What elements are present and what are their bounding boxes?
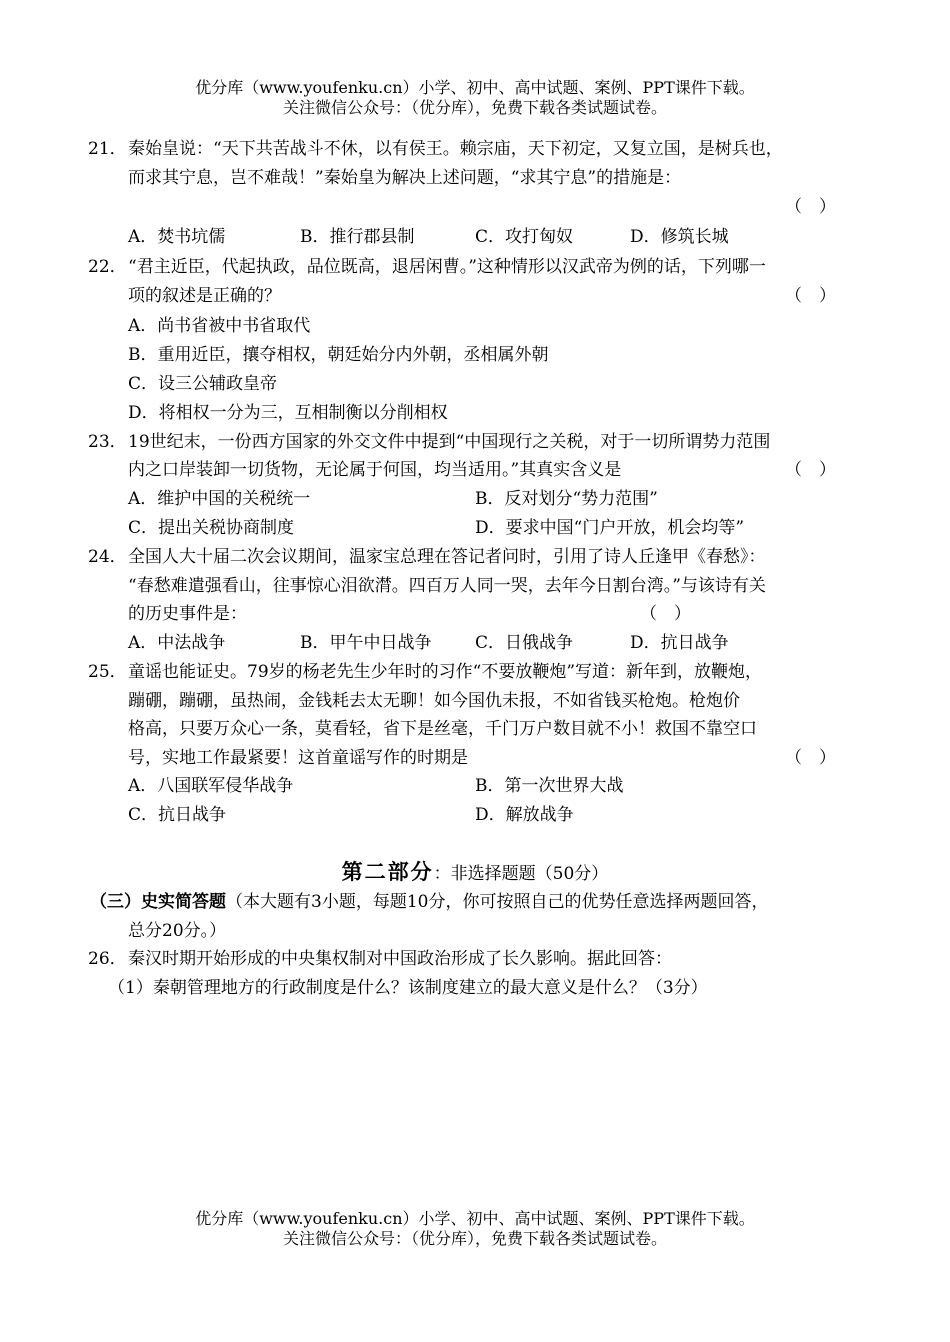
option-d: D．解放战争 [475,805,574,825]
question-number: 26． [88,949,127,969]
option-c: C．设三公辅政皇帝 [128,374,278,394]
answer-blank: （ ） [785,197,836,217]
part-two-title-main: 第二部分 [341,859,434,884]
question-text: 项的叙述是正确的？ [128,286,281,306]
option-d: D．要求中国“门户开放，机会均等” [475,518,745,538]
option-d: D．将相权一分为三，互相制衡以分削相权 [128,403,448,423]
option-a: A．焚书坑儒 [128,227,226,247]
question-number: 24． [88,547,127,567]
option-a: A．维护中国的关税统一 [128,489,311,509]
section-instructions-cont: 总分20分。） [128,921,227,941]
question-text: 秦始皇说：“天下共苦战斗不休，以有侯王。赖宗庙，天下初定，又复立国，是树兵也， [128,139,783,159]
question-text: 19世纪末，一份西方国家的外交文件中提到“中国现行之关税，对于一切所谓势力范围 [128,432,771,452]
question-text: 内之口岸装卸一切货物，无论属于何国，均当适用。”其真实含义是 [128,460,622,480]
answer-blank: （ ） [640,604,691,624]
option-c: C．抗日战争 [128,805,227,825]
question-text: 号，实地工作最紧要！这首童谣写作的时期是 [128,748,468,768]
option-c: C．提出关税协商制度 [128,518,295,538]
header-line-2: 关注微信公众号：（优分库），免费下载各类试题试卷。 [282,98,667,117]
option-d: D．抗日战争 [630,633,729,653]
option-b: B．重用近臣，攘夺相权，朝廷始分内外朝，丞相属外朝 [128,345,549,365]
option-b: B．甲午中日战争 [300,633,432,653]
question-text: 的历史事件是： [128,604,247,624]
answer-blank: （ ） [785,748,836,768]
question-text: “春愁难遣强看山，往事惊心泪欲潸。四百万人同一哭，去年今日割台湾。”与该诗有关 [128,576,766,596]
question-text: 秦汉时期开始形成的中央集权制对中国政治形成了长久影响。据此回答： [128,949,672,969]
question-text: 而求其宁息，岂不难哉！”秦始皇为解决上述问题，“求其宁息”的措施是： [128,168,682,188]
option-a: A．尚书省被中书省取代 [128,316,311,336]
question-text: 童谣也能证史。79岁的杨老先生少年时的习作“不要放鞭炮”写道：新年到，放鞭炮， [128,662,763,682]
question-text: 格高，只要万众心一条，莫看轻，省下是丝毫，千门万户数目就不小！救国不靠空口 [128,719,757,739]
answer-blank: （ ） [785,460,836,480]
footer-line-1: 优分库（www.youfenku.cn）小学、初中、高中试题、案例、PPT课件下载。 [195,1209,755,1228]
question-number: 22． [88,257,127,277]
part-two-title [0,861,950,885]
answer-blank: （ ） [785,286,836,306]
section-heading-line [90,892,768,912]
question-number: 21． [88,139,127,159]
question-text: 蹦硼，蹦硼，虽热闹，金钱耗去太无聊！如今国仇未报，不如省钱买枪炮。枪炮价 [128,691,740,711]
header-line-1: 优分库（www.youfenku.cn）小学、初中、高中试题、案例、PPT课件下载。 [195,78,755,97]
option-b: B．反对划分“势力范围” [475,489,658,509]
option-b: B．推行郡县制 [300,227,415,247]
option-a: A．八国联军侵华战争 [128,776,294,796]
option-b: B．第一次世界大战 [475,776,624,796]
question-number: 23． [88,432,127,452]
option-c: C．攻打匈奴 [475,227,574,247]
section-instructions: （本大题有3小题，每题10分，你可按照自己的优势任意选择两题回答， [226,892,769,912]
section-heading: （三）史实简答题 [90,892,226,912]
footer-line-2: 关注微信公众号：（优分库），免费下载各类试题试卷。 [282,1229,667,1248]
question-text: 全国人大十届二次会议期间，温家宝总理在答记者问时，引用了诗人丘逢甲《春愁》： [128,547,766,567]
question-text: “君主近臣，代起执政，品位既高，退居闲曹。”这种情形以汉武帝为例的话，下列哪一 [128,257,766,277]
sub-question-1: （1）秦朝管理地方的行政制度是什么？该制度建立的最大意义是什么？（3分） [108,978,708,998]
option-a: A．中法战争 [128,633,226,653]
option-c: C．日俄战争 [475,633,574,653]
question-number: 25． [88,662,127,682]
option-d: D．修筑长城 [630,227,729,247]
part-two-title-rest: ：非选择题题（50分） [433,864,609,884]
